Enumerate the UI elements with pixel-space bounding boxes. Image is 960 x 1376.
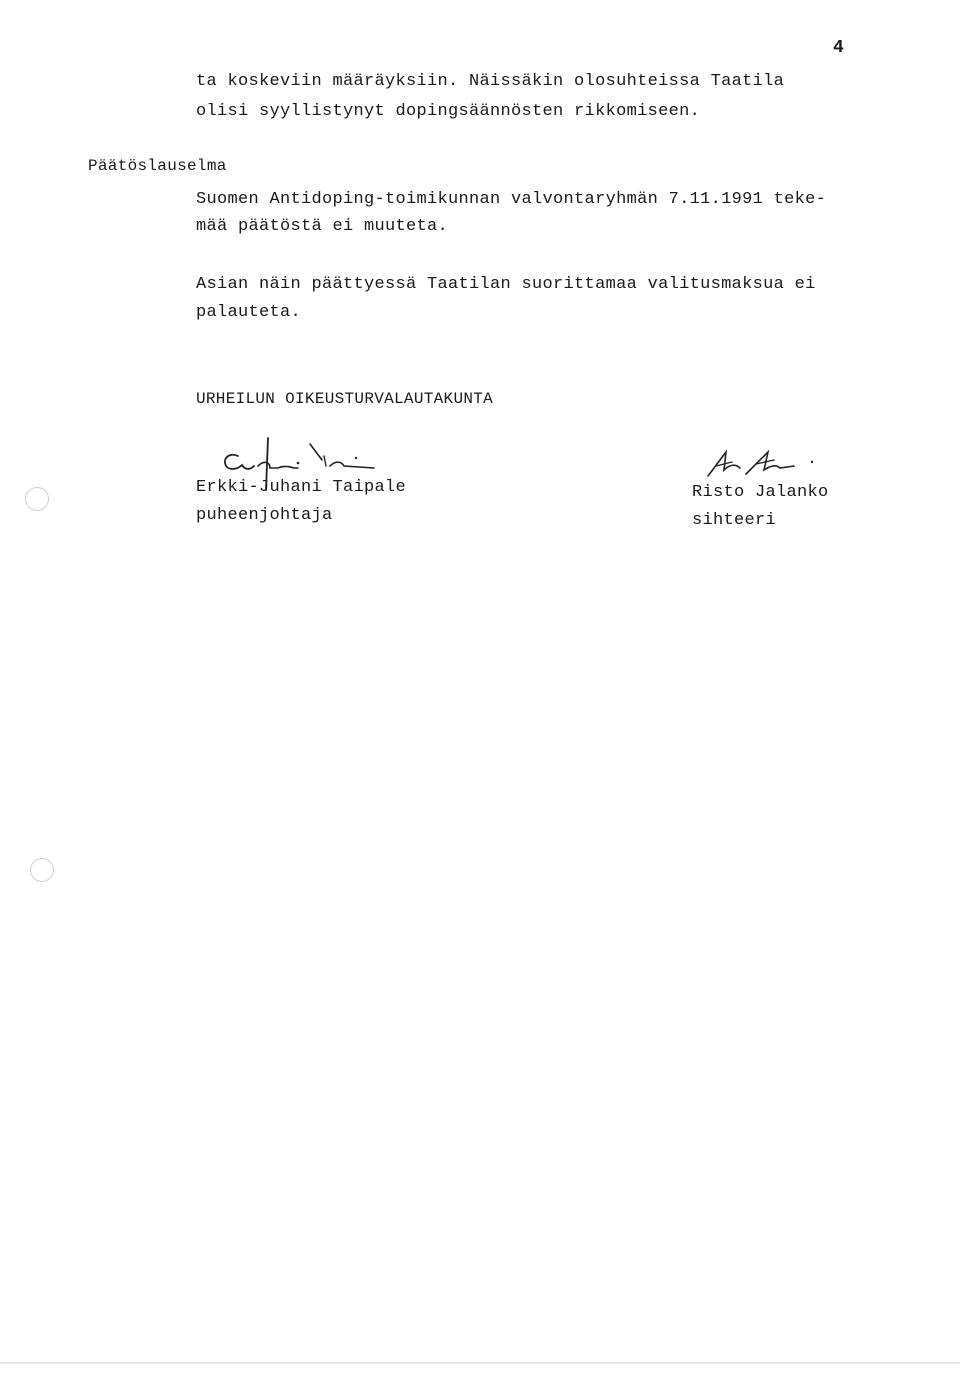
chair-name: Erkki-Juhani Taipale: [196, 478, 407, 497]
decision-line-1: Suomen Antidoping-toimikunnan valvontaryhmän 7.11.1991 teke-: [196, 190, 827, 209]
secretary-signature: [702, 446, 820, 482]
fee-line-1: Asian näin päättyessä Taatilan suorittamaa valitusmaksua ei: [196, 275, 816, 294]
secretary-title: sihteeri: [692, 511, 777, 530]
decision-line-2: mää päätöstä ei muuteta.: [196, 217, 449, 236]
decision-heading: Päätöslauselma: [88, 157, 227, 175]
page-number: 4: [833, 38, 845, 58]
organization-name: URHEILUN OIKEUSTURVALAUTAKUNTA: [196, 390, 494, 408]
secretary-name: Risto Jalanko: [692, 483, 829, 502]
chair-title: puheenjohtaja: [196, 506, 333, 525]
punch-hole-upper: [25, 487, 49, 511]
intro-line-1: ta koskeviin määräyksiin. Näissäkin olosuhteissa Taatila: [196, 72, 785, 91]
scan-bottom-edge: [0, 1362, 960, 1364]
intro-line-2: olisi syyllistynyt dopingsäännösten rikkomiseen.: [196, 102, 701, 121]
punch-hole-lower: [30, 858, 54, 882]
fee-line-2: palauteta.: [196, 303, 302, 322]
